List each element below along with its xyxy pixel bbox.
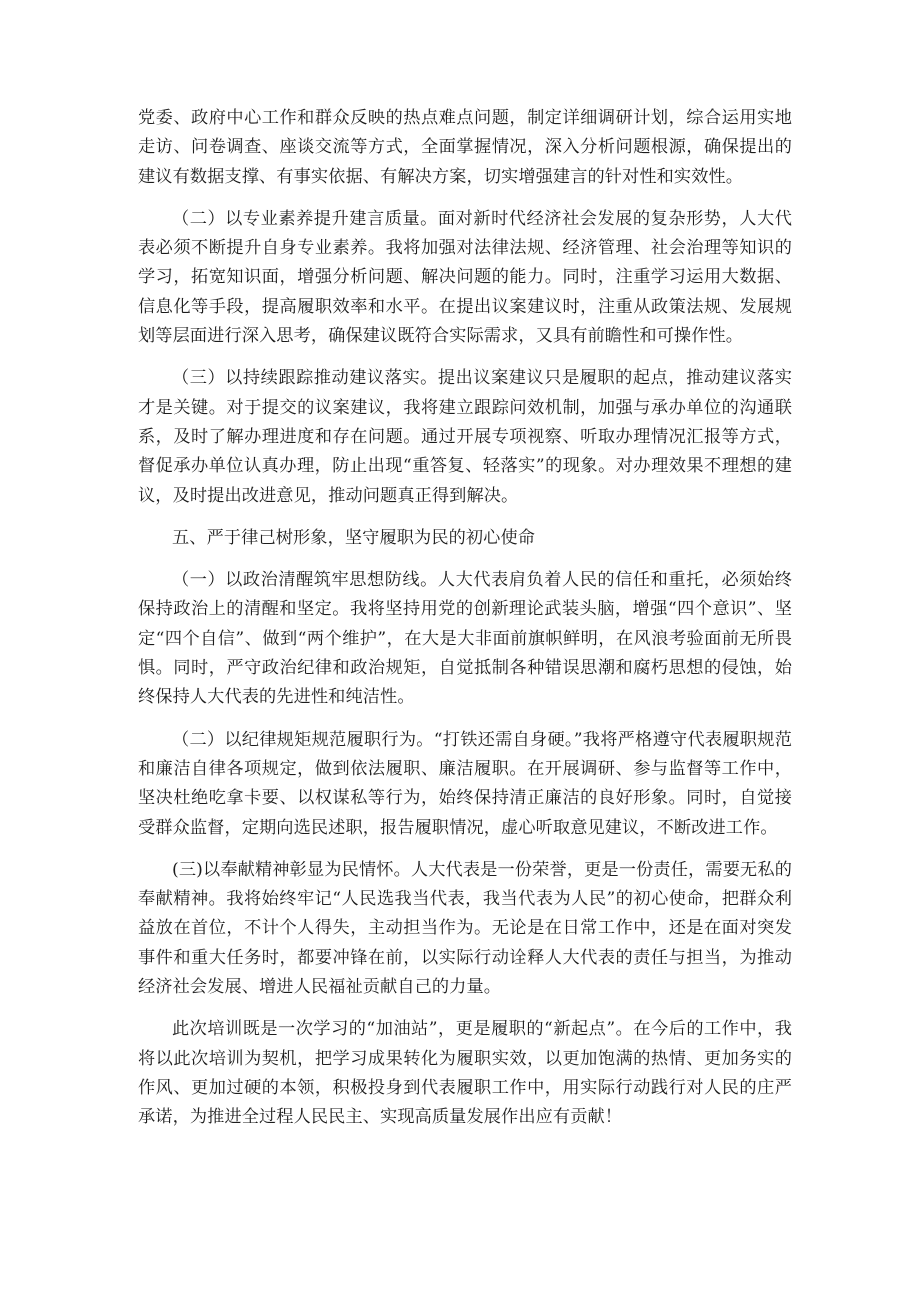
document-page	[138, 104, 792, 1146]
paragraph-section-5-3: (三)以奉献精神彰显为民情怀。人大代表是一份荣誉，更是一份责任，需要无私的奉献精神。我将始终牢记“人民选我当代表，我当代表为人民”的初心使命，把群众利益放在首位，不计个人得失，主动担当作为。无论是在日常工作中，还是在面对突发事件和重大任务时，都要冲锋在前，以实际行动诠释人大代表的责任与担当，为推动经济社会发展、增进人民福祉贡献自己的力量。	[138, 859, 792, 998]
paragraph-section-4-2: （二）以专业素养提升建言质量。面对新时代经济社会发展的复杂形势，人大代表必须不断提升自身专业素养。我将加强对法律法规、经济管理、社会治理等知识的学习，拓宽知识面，增强分析问题、解决问题的能力。同时，注重学习运用大数据、信息化等手段，提高履职效率和水平。在提出议案建议时，注重从政策法规、发展规划等层面进行深入思考，确保建议既符合实际需求，又具有前瞻性和可操作性。	[138, 208, 792, 347]
paragraph-continuation: 党委、政府中心工作和群众反映的热点难点问题，制定详细调研计划，综合运用实地走访、问卷调查、座谈交流等方式，全面掌握情况，深入分析问题根源，确保提出的建议有数据支撑、有事实依据、有解决方案，切实增强建言的针对性和实效性。	[138, 108, 792, 187]
paragraph-section-4-3: （三）以持续跟踪推动建议落实。提出议案建议只是履职的起点，推动建议落实才是关键。对于提交的议案建议，我将建立跟踪问效机制，加强与承办单位的沟通联系，及时了解办理进度和存在问题。通过开展专项视察、听取办理情况汇报等方式，督促承办单位认真办理，防止出现“重答复、轻落实”的现象。对办理效果不理想的建议，及时提出改进意见，推动问题真正得到解决。	[138, 368, 792, 506]
paragraph-section-5-1: （一）以政治清醒筑牢思想防线。人大代表肩负着人民的信任和重托，必须始终保持政治上的清醒和坚定。我将坚持用党的创新理论武装头脑，增强“四个意识”、坚定“四个自信”、做到“两个维护”，在大是大非面前旗帜鲜明，在风浪考验面前无所畏惧。同时，严守政治纪律和政治规矩，自觉抵制各种错误思潮和腐朽思想的侵蚀，始终保持人大代表的先进性和纯洁性。	[138, 570, 792, 708]
paragraph-conclusion: 此次培训既是一次学习的“加油站”，更是履职的“新起点”。在今后的工作中，我将以此次培训为契机，把学习成果转化为履职实效，以更加饱满的热情、更加务实的作风、更加过硬的本领，积极投身到代表履职工作中，用实际行动践行对人民的庄严承诺，为推进全过程人民民主、实现高质量发展作出应有贡献！	[138, 1019, 792, 1128]
paragraph-section-5-2: （二）以纪律规矩规范履职行为。“打铁还需自身硬。”我将严格遵守代表履职规范和廉洁自律各项规定，做到依法履职、廉洁履职。在开展调研、参与监督等工作中，坚决杜绝吃拿卡要、以权谋私等行为，始终保持清正廉洁的良好形象。同时，自觉接受群众监督，定期向选民述职，报告履职情况，虚心听取意见建议，不断改进工作。	[138, 729, 792, 838]
section-heading-5: 五、严于律己树形象，坚守履职为民的初心使命	[172, 527, 536, 548]
